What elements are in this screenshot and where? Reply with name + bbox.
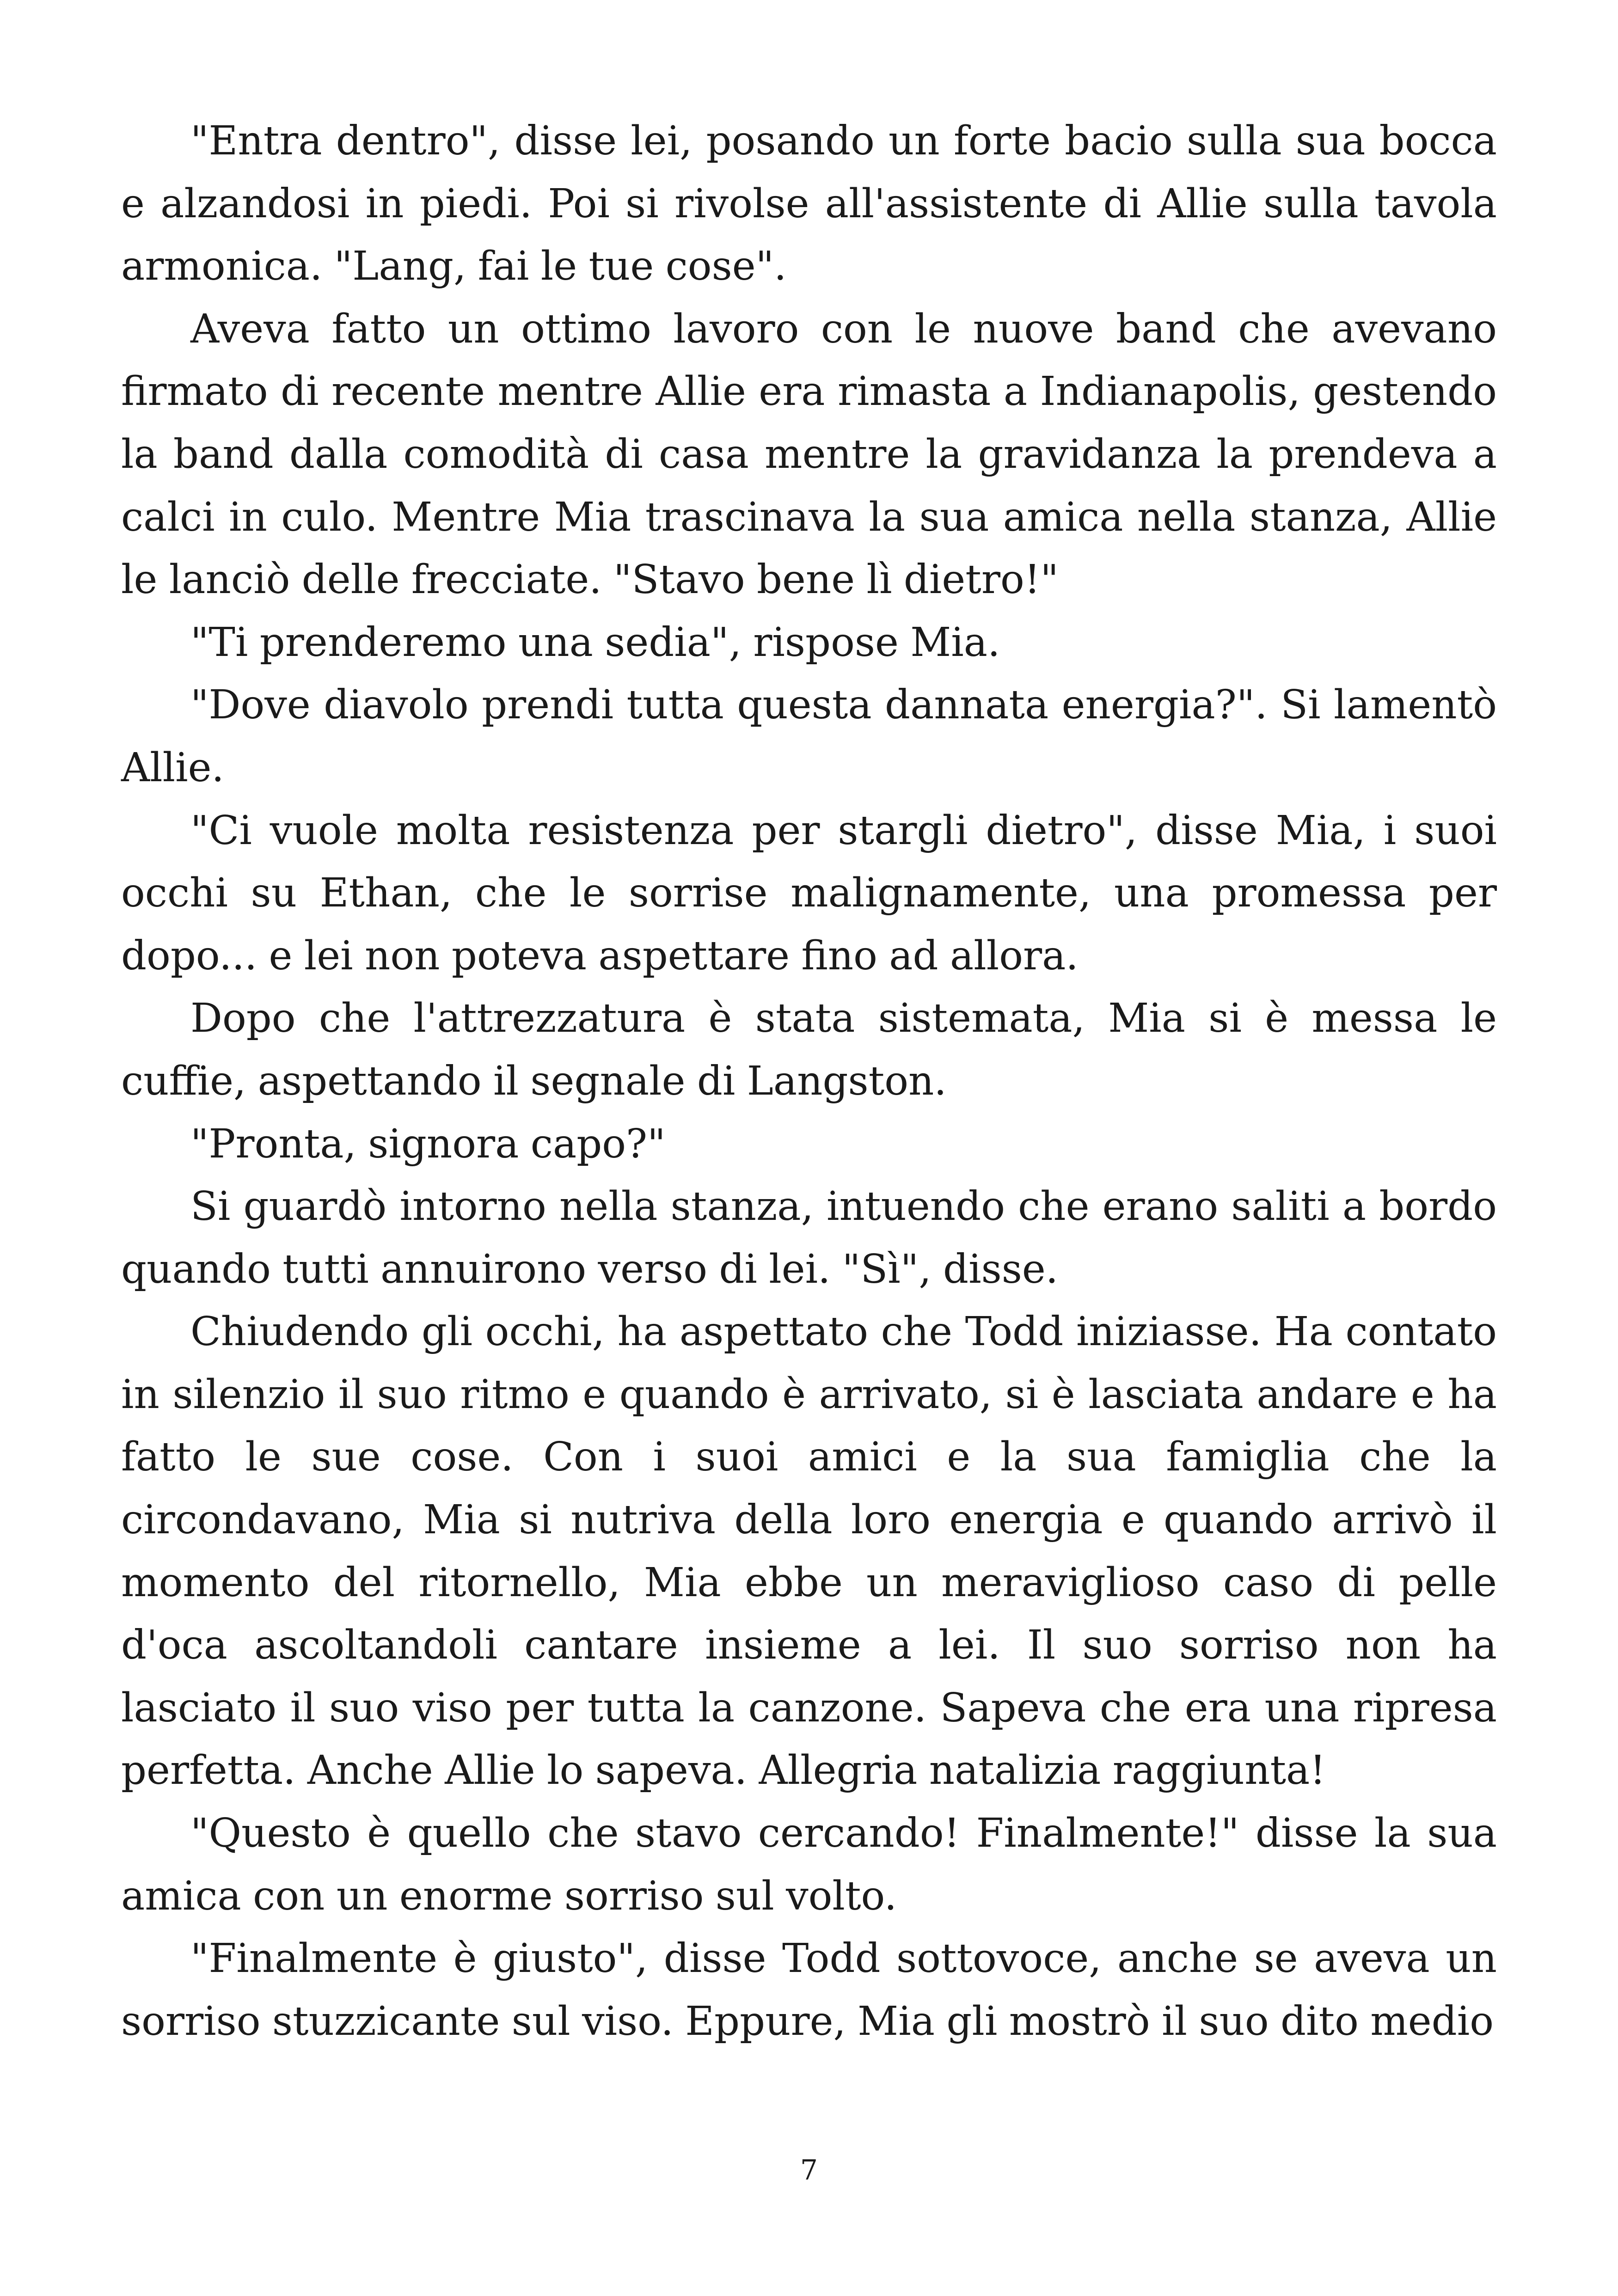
paragraph-6: Dopo che l'attrezzatura è stata sistemata, Mia si è messa le cuffie, aspettando il segnale di Langston. bbox=[121, 995, 1497, 1104]
paragraph-2: Aveva fatto un ottimo lavoro con le nuove band che avevano firmato di recente mentre Allie era rimasta a Indianapolis, gestendo la band dalla comodità di casa mentre la gravidanza la prendeva a calci in culo. Mentre Mia trascinava la sua amica nella stanza, Allie le lanciò delle frecciate. "Stavo bene lì dietro!" bbox=[121, 306, 1497, 603]
paragraph-9: Chiudendo gli occhi, ha aspettato che Todd iniziasse. Ha contato in silenzio il suo ritmo e quando è arrivato, si è lasciata andare e ha fatto le sue cose. Con i suoi amici e la sua famiglia che la circondavano, Mia si nutriva della loro energia e quando arrivò il momento del ritornello, Mia ebbe un meraviglioso caso di pelle d'oca ascoltandoli cantare insieme a lei. Il suo sorriso non ha lasciato il suo viso per tutta la canzone. Sapeva che era una ripresa perfetta. Anche Allie lo sapeva. Allegria natalizia raggiunta! bbox=[121, 1309, 1497, 1794]
paragraph-10: "Questo è quello che stavo cercando! Finalmente!" disse la sua amica con un enorme sorriso sul volto. bbox=[121, 1810, 1497, 1919]
paragraph-5: "Ci vuole molta resistenza per stargli dietro", disse Mia, i suoi occhi su Ethan, che le sorrise malignamente, una promessa per dopo... e lei non poteva aspettare fino ad allora. bbox=[121, 807, 1497, 979]
paragraph-8: Si guardò intorno nella stanza, intuendo che erano saliti a bordo quando tutti annuirono verso di lei. "Sì", disse. bbox=[121, 1183, 1497, 1292]
paragraph-11: "Finalmente è giusto", disse Todd sottovoce, anche se aveva un sorriso stuzzicante sul viso. Eppure, Mia gli mostrò il suo dito medio bbox=[121, 1935, 1497, 2045]
paragraph-1: "Entra dentro", disse lei, posando un forte bacio sulla sua bocca e alzandosi in piedi. Poi si rivolse all'assistente di Allie sulla tavola armonica. "Lang, fai le tue cose". bbox=[121, 118, 1497, 290]
paragraph-4: "Dove diavolo prendi tutta questa dannata energia?". Si lamentò Allie. bbox=[121, 682, 1497, 791]
body-text bbox=[121, 110, 1497, 2053]
paragraph-7: "Pronta, signora capo?" bbox=[190, 1120, 666, 1167]
paragraph-3: "Ti prenderemo una sedia", rispose Mia. bbox=[190, 619, 1000, 666]
page-number: 7 bbox=[800, 2154, 818, 2186]
